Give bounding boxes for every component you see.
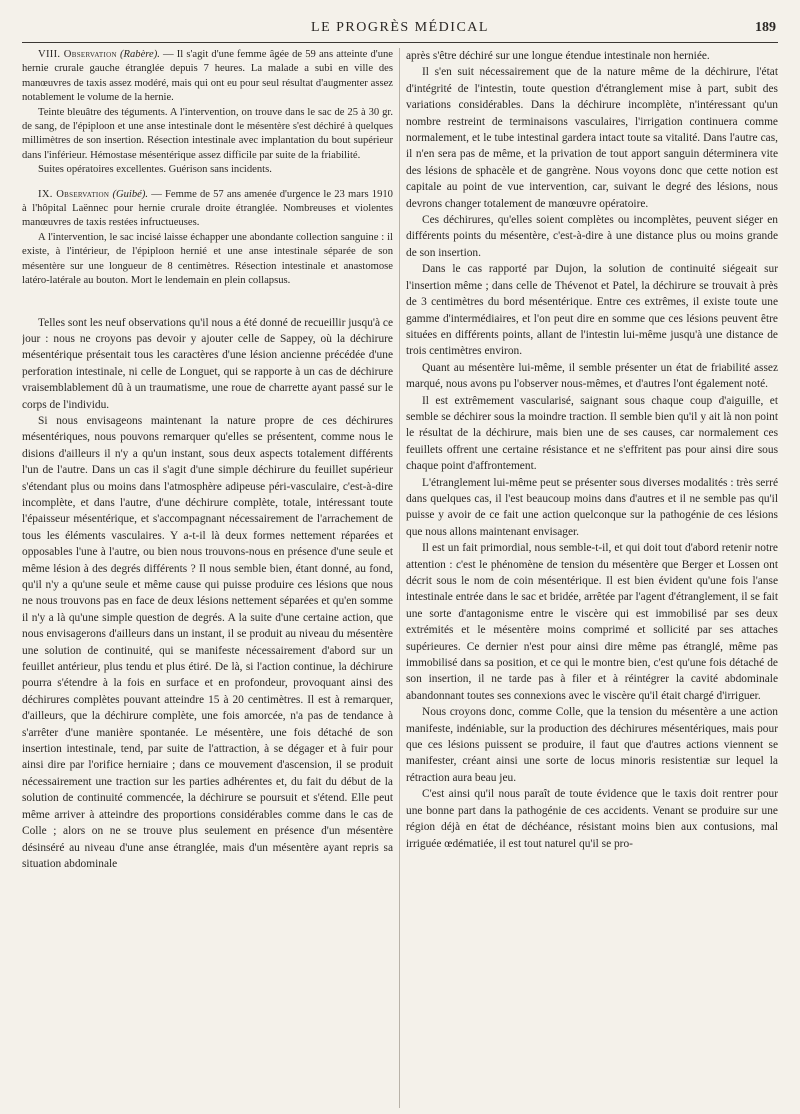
text-columns xyxy=(22,48,778,1108)
running-title: LE PROGRÈS MÉDICAL xyxy=(311,20,489,35)
obs9-author: (Guibé). xyxy=(112,188,149,200)
left-body-paragraph-1: Telles sont les neuf observations qu'il nous a été donné de recueillir jusqu'à ce jour : nous ne croyons pas devoir y ajouter celle de Sappey, où la déchirure mésentérique présentait tous les caractères d'une lésion ancienne précédée d'une perforation intestinale, ni celle de Longuet, qui se rapporte à un cas de déchirure vraisemblablement dû à un traumatisme, une roue de charrette ayant passé sur le corps de l'individu. xyxy=(22,316,393,411)
right-body-paragraph-1: après s'être déchiré sur une longue étendue intestinale non herniée. xyxy=(406,50,710,62)
obs8-paragraph-3: Suites opératoires excellentes. Guérison sans incidents. xyxy=(38,164,272,176)
obs8-author: (Rabère). xyxy=(120,49,160,60)
obs8-paragraph-1 xyxy=(22,48,393,106)
obs9-paragraph-2: A l'intervention, le sac incisé laisse échapper une abondante collection sanguine : il existe, à l'intérieur, de l'épiploon hernié et une anse intestinale séparée de son mésentère sur une longueur de 8 centimètres. Résection intestinale et anastomose latéro-latérale au bouton. Mort le lendemain en plein collapsus. xyxy=(22,231,393,287)
obs8-label: VIII. Observation xyxy=(38,49,117,60)
page-number: 189 xyxy=(755,20,776,35)
observation-9 xyxy=(22,188,393,289)
left-column xyxy=(22,48,400,1108)
right-body-paragraph-3: Ces déchirures, qu'elles soient complètes ou incomplètes, peuvent siéger en différents points du mésentère, c'est-à-dire à une distance plus ou moins grande de son insertion. xyxy=(406,214,778,259)
right-body-paragraph-7: L'étranglement lui-même peut se présenter sous diverses modalités : très serré dans quelques cas, il l'est beaucoup moins dans d'autres et il ne semble pas qu'il puisse y avoir de ce fait une action quelconque sur la pathogénie de ces lésions que nous allons maintenant envisager. xyxy=(406,476,778,538)
obs8-paragraph-2: Teinte bleuâtre des téguments. A l'intervention, on trouve dans le sac de 25 à 30 gr. de sang, de l'épiploon et une anse intestinale dont le mésentère s'est déchiré à quelques millimètres de son insertion. Résection intestinale avec implantation du bout supérieur dans l'inférieur. Hémostase mésentérique assez difficile par suite de la friabilité. xyxy=(22,106,393,161)
right-body-paragraph-2: Il s'en suit nécessairement que de la nature même de la déchirure, l'état d'intégrité de l'intestin, toute question d'étranglement mise à part, subit des variations considérables. Dans la déchirure incomplète, n'intéressant qu'un nombre restreint de terminaisons vasculaires, l'irrigation continuera comme normalement, et le tube intestinal gardera intact toute sa vitalité. Dans l'autre cas, il n'en sera pas de même, et la privation de tout apport sanguin déterminera vite des lésions de sphacèle et de gangrène. Nous voyons donc que cette notion est capitale au point de vue intervention, car, suivant le degré des lésions, nous devrons changer totalement de manœuvre opératoire. xyxy=(406,66,778,210)
obs9-label: IX. Observation xyxy=(38,188,110,200)
right-column xyxy=(400,48,778,1108)
obs8-text-1: — Il s'agit d'une femme âgée de 59 ans atteinte d'une hernie crurale gauche étranglée depuis 7 heures. La malade a subi en ville des manœuvres de taxis assez modéré, mais qui ont eu pour seul résultat d'augmenter assez notablement le volume de la hernie. xyxy=(22,49,393,104)
right-body-paragraph-5: Quant au mésentère lui-même, il semble présenter un état de friabilité assez marqué, nous avons pu l'observer nous-mêmes, et d'autres l'ont également noté. xyxy=(406,361,778,391)
running-header xyxy=(22,18,778,43)
section-gap xyxy=(22,299,393,315)
left-body-paragraph-2: Si nous envisageons maintenant la nature propre de ces déchirures mésentériques, nous pouvons remarquer qu'elles se présentent, comme nous le disions d'ailleurs il n'y a qu'un instant, sous deux aspects totalement différents l'un de l'autre. Dans un cas il s'agit d'une simple déchirure du feuillet supérieur s'étendant plus ou moins dans l'atmosphère adipeuse péri-vasculaire, c'est-à-dire incomplète, et dans l'autre, d'une déchirure complète, totale, intéressant toute l'épaisseur mésentérique, et s'accompagnant nécessairement de l'arrachement de tous les éléments vasculaires. Y a-t-il là deux formes nettement réparées et opposables l'une à l'autre, ou bien nous trouvons-nous en présence d'une seule et même lésion à des degrés différents ? Il nous semble bien, étant donné, au fond, qu'il n'y a qu'une seule et même cause qui puisse produire ces lésions que nous ne nous trouvons pas en face de deux lésions nettement séparées et qu'en somme il n'y a là qu'une simple question de degrés. A la suite d'une certaine action, que nous envisagerons d'ailleurs dans un instant, il se produit au niveau du mésentère une solution de continuité, qui se manifeste nécessairement d'abord sur un feuillet antérieur, plus tendu et plus étiré. De là, si l'action continue, la déchirure pourra s'étendre à la fois en surface et en profondeur, provoquant ainsi des déchirures complètes pouvant atteindre 15 à 20 centimètres. Il est à remarquer, d'ailleurs, que la déchirure complète, une fois amorcée, n'a pas de tendance à s'arrêter d'une manière spontanée. Le mésentère, une fois détaché de son insertion intestinale, tend, par suite de l'attraction, à se dégager et à fuir pour ainsi dire par l'orifice herniaire ; dans ce mouvement d'ascension, il se produit nécessairement une traction sur les parties adhérentes et, du fait du début de la solution de continuité commencée, la déchirure se poursuit et s'étend. Elle peut même arriver à atteindre des proportions considérables comme dans le cas de Colle ; alors on ne se trouve plus seulement en présence d'un mésentère désinséré au niveau d'une anse étranglée, mais d'un mésentère ayant repris sa situation abdominale xyxy=(22,414,393,870)
observation-8 xyxy=(22,48,393,178)
obs9-paragraph-1 xyxy=(22,188,393,231)
right-body-paragraph-8: Il est un fait primordial, nous semble-t-il, et qui doit tout d'abord retenir notre attention : c'est le phénomène de tension du mésentère que Berger et Lossen ont décrit sous le nom de coin mésentérique. Il est bien évident qu'une fois l'anse intestinale entrée dans le sac et bridée, arrêtée par l'agent d'étranglement, il se fait une sorte d'antagonisme entre le viscère qui est immobilisé par ses deux extrémités et le mésentère moins comprimé et sollicité par ses attaches supérieures. Ce dernier n'est pour ainsi dire même pas étranglé, même pas immobilisé dans sa position, et ce qui le montre bien, c'est qu'une fois détaché de son insertion, il ne tarde pas à filer et à réintégrer la cavité abdominale abandonnant toutes ses connexions avec le viscère qu'il était chargé d'irriguer. xyxy=(406,542,778,702)
right-body-paragraph-4: Dans le cas rapporté par Dujon, la solution de continuité siégeait sur l'insertion même ; dans celle de Thévenot et Patel, la déchirure se trouvait à près de 3 centimètres du bord mésentérique. Entre ces extrêmes, il existe toute une gamme d'intermédiaires, et l'on peut dire en somme que ces lésions peuvent être situées en différents points, allant de l'intestin lui-même jusqu'à une distance de trois centimètres environ. xyxy=(406,263,778,358)
right-body-paragraph-9: Nous croyons donc, comme Colle, que la tension du mésentère a une action manifeste, indéniable, sur la production des déchirures mésentériques, mais pour que ces lésions puissent se produire, il faut que d'autres actions viennent se manifester, créant ainsi une sorte de locus minoris resistentiæ sur lequel la rétraction aura beau jeu. xyxy=(406,706,778,784)
obs9-text-1: — Femme de 57 ans amenée d'urgence le 23 mars 1910 à l'hôpital Laënnec pour hernie crurale droite étranglée. Nombreuses et violentes manœuvres de taxis restées infructueuses. xyxy=(22,188,393,229)
right-body-paragraph-6: Il est extrêmement vascularisé, saignant sous chaque coup d'aiguille, et semble se déchirer sous la moindre traction. Il semble bien qu'il y ait là non point le résultat de la déchirure, mais bien une de ses causes, car normalement ces feuillets offrent une certaine résistance et ne s'effritent pas pour ainsi dire sous chaque point d'affrontement. xyxy=(406,394,778,473)
right-body-paragraph-10: C'est ainsi qu'il nous paraît de toute évidence que le taxis doit rentrer pour une bonne part dans la pathogénie de ces accidents. Venant se produire sur une région déjà en état de déchéance, résistant moins bien aux contusions, mal irriguée œdématiée, il est tout naturel qu'il se pro- xyxy=(406,788,778,850)
